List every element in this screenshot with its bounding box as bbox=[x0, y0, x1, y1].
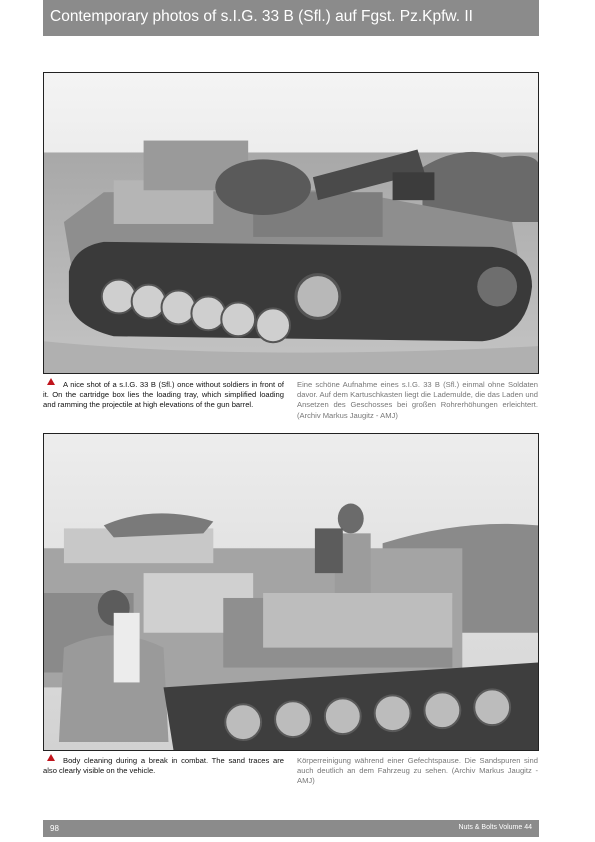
caption-german-2: Körperreinigung während einer Gefechtspause. Die Sandspuren sind auch deutlich an dem Fahrzeug zu sehen. (Archiv Markus Jaugitz - AMJ) bbox=[297, 756, 538, 786]
photo-vehicle-desert bbox=[43, 72, 539, 374]
page-title: Contemporary photos of s.I.G. 33 B (Sfl.) auf Fgst. Pz.Kpfw. II bbox=[50, 8, 473, 25]
page-number: 98 bbox=[50, 824, 59, 833]
page-header-bar bbox=[43, 0, 539, 36]
publication-name: Nuts & Bolts Volume 44 bbox=[458, 824, 532, 831]
caption-english-1: A nice shot of a s.I.G. 33 B (Sfl.) once without soldiers in front of it. On the cartridge box lies the loading tray, which simplified loading and ramming the projectile at high elevations of the gun barrel. bbox=[43, 380, 284, 410]
caption-english-2: Body cleaning during a break in combat. The sand traces are also clearly visible on the vehicle. bbox=[43, 756, 284, 776]
caption-german-1: Eine schöne Aufnahme eines s.I.G. 33 B (Sfl.) einmal ohne Soldaten davor. Auf dem Kartuschkasten liegt die Lademulde, die das Laden und Ansetzen des Geschosses bei großen Rohrerhöhungen erleichtert. (Archiv Markus Jaugitz - AMJ) bbox=[297, 380, 538, 420]
page-footer-bar bbox=[43, 820, 539, 837]
photo-crew-washing bbox=[43, 433, 539, 751]
